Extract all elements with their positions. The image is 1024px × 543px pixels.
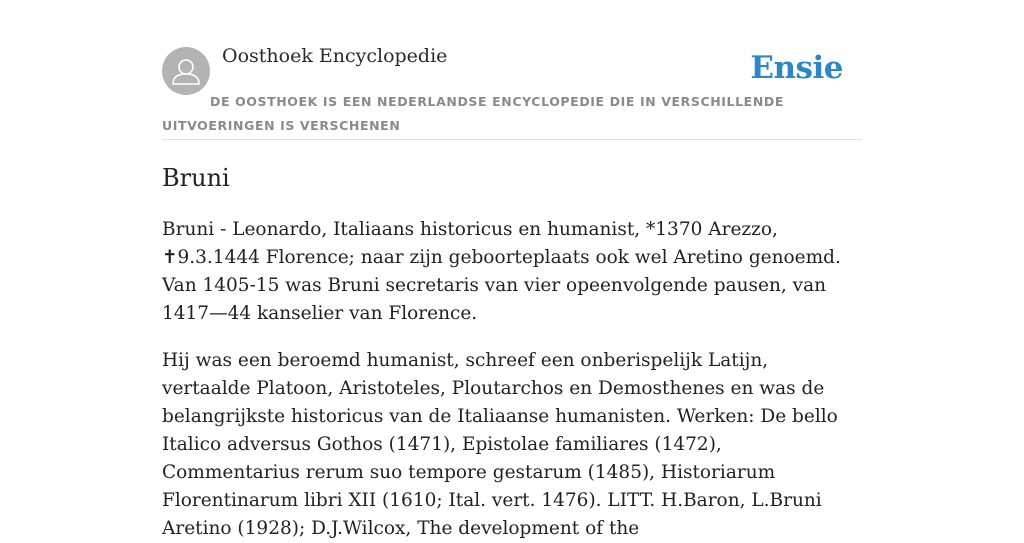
site-title[interactable]: Oosthoek Encyclopedie bbox=[222, 45, 448, 67]
article-paragraph-1: Bruni - Leonardo, Italiaans historicus en humanist, *1370 Arezzo, ✝9.3.1444 Florence; naar zijn geboorteplaats ook wel Aretino genoemd. Van 1405-15 was Bruni secretaris van vier opeenvolgende pausen, van 1417—44 kanselier van Florence. bbox=[162, 219, 841, 324]
article-paragraph-2: Hij was een beroemd humanist, schreef een onberispelijk Latijn, vertaalde Platoon, Aristoteles, Ploutarchos en Demosthenes en was de belangrijkste historicus van de Italiaanse humanisten. Werken: De bello Italico adversus Gothos (1471), Epistolae familiares (1472), Commentarius rerum suo tempore gestarum (1485), Historiarum Florentinarum libri XII (1610; Ital. vert. 1476). LITT. H.Baron, L.Bruni Aretino (1928); D.J.Wilcox, The development of the bbox=[162, 350, 838, 539]
article-content bbox=[162, 160, 852, 543]
ensie-logo-link[interactable]: Ensie bbox=[750, 50, 843, 86]
user-avatar-icon[interactable] bbox=[162, 47, 210, 95]
person-outline-icon bbox=[162, 47, 210, 95]
site-header bbox=[162, 0, 862, 140]
site-tagline: DE OOSTHOEK IS EEN NEDERLANDSE ENCYCLOPEDIE DIE IN VERSCHILLENDE UITVOERINGEN IS VERSCHENEN bbox=[162, 94, 784, 133]
article-title: Bruni bbox=[162, 164, 230, 192]
